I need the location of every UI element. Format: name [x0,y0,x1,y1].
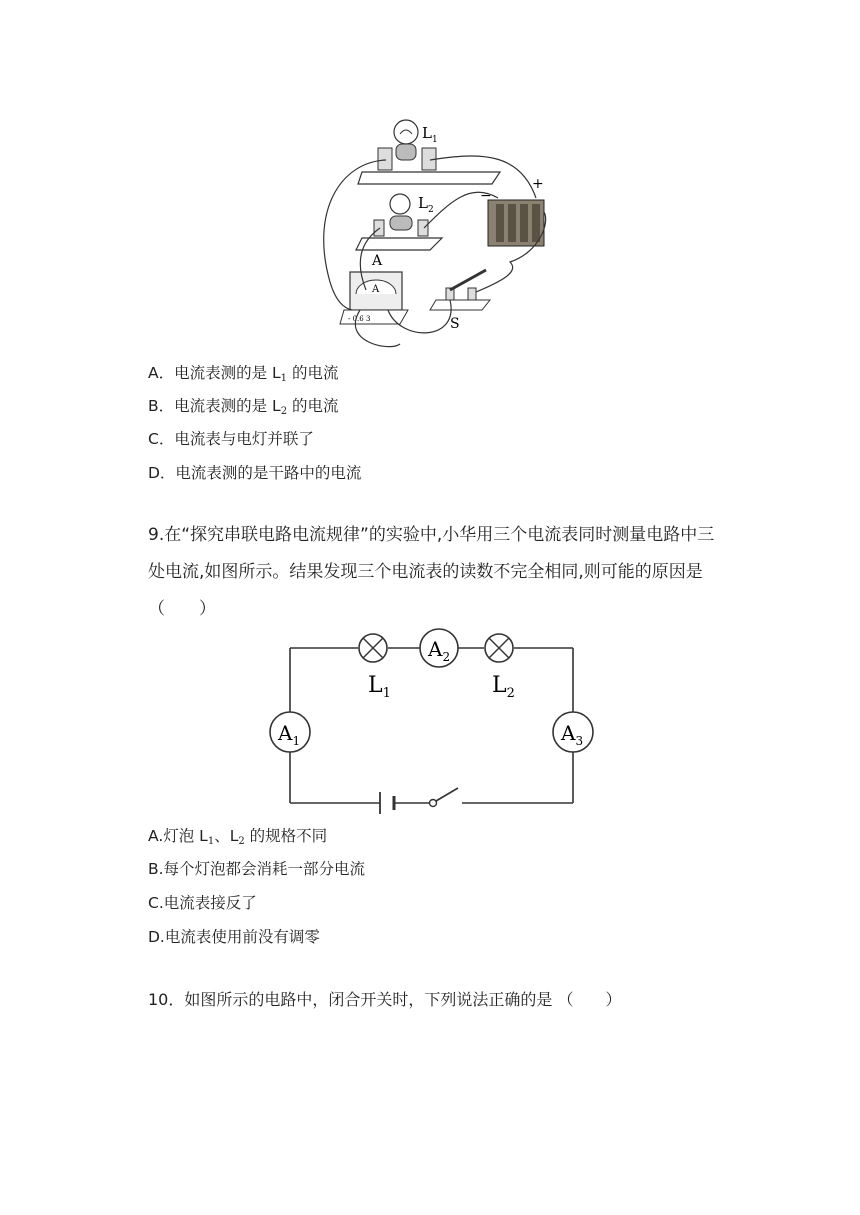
ammeter-a2-symbol [420,629,458,667]
ammeter-a3-symbol [553,712,593,752]
q9-option-b: B.每个灯泡都会消耗一部分电流 [148,860,366,878]
q8-option-c: C．电流表与电灯并联了 [148,430,314,448]
lamp-l2-symbol [485,634,515,701]
switch-symbol [430,788,459,807]
lamp-l2-label: $L_2$ [492,673,515,701]
ammeter-a1-symbol [270,712,310,752]
bulb-l1-board [358,120,500,184]
ammeter-a1-label: $A_1$ [278,721,301,748]
lamp-l1-symbol [359,634,391,701]
ammeter-terminal-labels: - 0.6 3 [348,315,371,323]
q9-option-c: C.电流表接反了 [148,894,257,912]
l1-label: $L_1$ [422,124,438,145]
battery-symbol [380,792,394,814]
physical-circuit-figure [300,112,570,352]
ammeter-a3-label: $A_3$ [561,721,584,748]
q8-option-b: B．电流表测的是 $L_2$ 的电流 [148,397,339,417]
plus-label: + [532,176,544,192]
minus-label: − [480,188,492,204]
ammeter-face-label: A [372,284,380,295]
lamp-l1-label: $L_1$ [368,673,391,701]
q9-stem: 9.在“探究串联电路电流规律”的实验中,小华用三个电流表同时测量电路中三处电流,如图所示。结果发现三个电流表的读数不完全相同,则可能的原因是 （ ） [148,525,715,619]
circuit-wires [290,648,573,803]
q8-option-a: A．电流表测的是 $L_1$ 的电流 [148,364,339,384]
switch-s [430,270,490,332]
ammeter [340,253,408,324]
ammeter-label: A [372,253,383,269]
l2-label: $L_2$ [418,194,434,215]
q9-option-d: D.电流表使用前没有调零 [148,928,320,946]
switch-label: S [450,316,460,332]
q9-option-a: A.灯泡 $L_1$、$L_2$ 的规格不同 [148,827,328,847]
bulb-l2-board [356,194,442,250]
q10-stem: 10．如图所示的电路中，闭合开关时，下列说法正确的是 （ ） [148,990,622,1009]
battery [480,176,544,246]
q8-option-d: D．电流表测的是干路中的电流 [148,464,362,482]
series-circuit-figure [260,620,605,815]
ammeter-a2-label: $A_2$ [428,637,451,664]
